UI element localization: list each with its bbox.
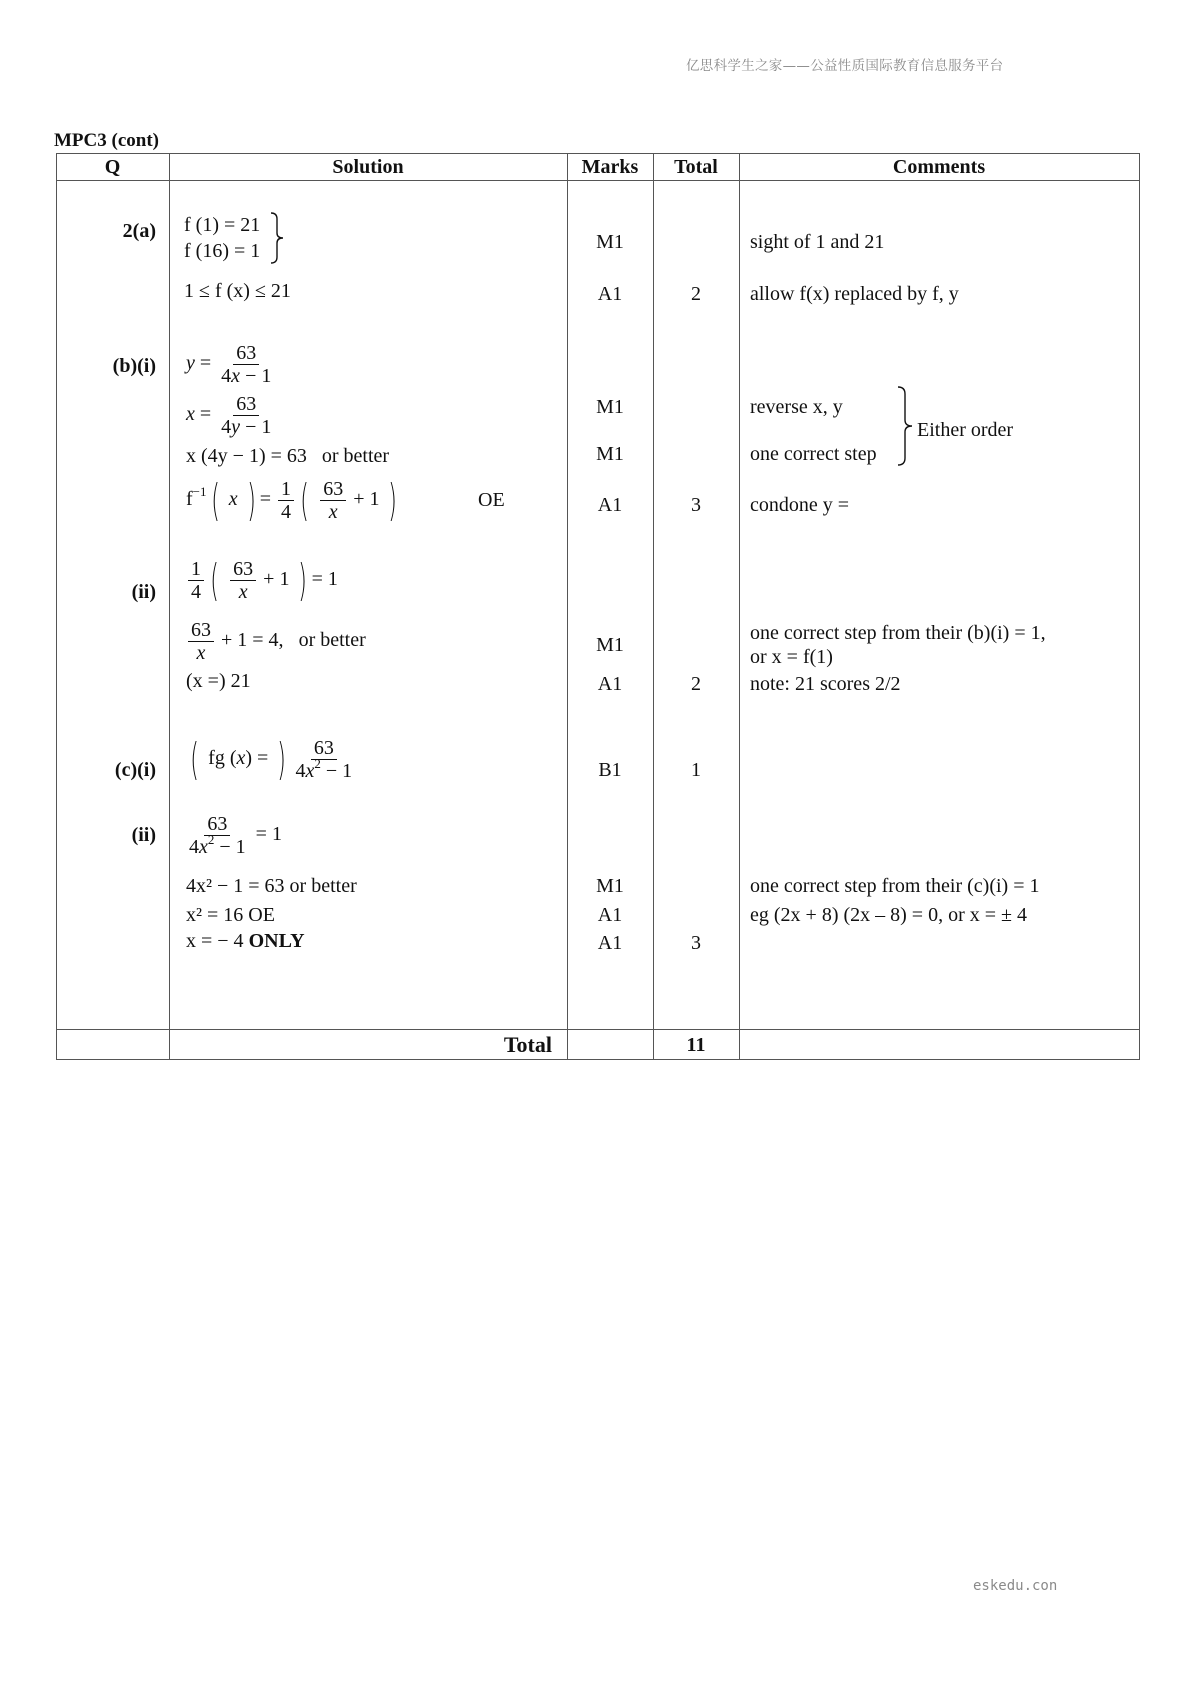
total-2cii: 3: [691, 932, 701, 954]
column-header-total: Total: [674, 156, 718, 178]
table-border-bottom: [56, 1059, 1140, 1060]
question-label-2cii: (ii): [131, 824, 156, 846]
right-brace-icon: [269, 211, 285, 265]
mark-2cii-3: A1: [597, 932, 623, 954]
solution-2bii-line2-note: or better: [298, 629, 366, 652]
col-divider-q: [169, 153, 170, 1060]
solution-2bi-line3: [186, 444, 389, 468]
comment-2a-2: allow f(x) replaced by f, y: [750, 283, 959, 305]
solution-2cii-line3: x² = 16 OE: [186, 904, 275, 926]
comment-2bi-3: condone y =: [750, 494, 850, 516]
col-divider-total: [739, 153, 740, 1060]
solution-2bi-oe: OE: [478, 489, 505, 511]
total-2a: 2: [691, 283, 701, 305]
header-divider: [56, 180, 1140, 181]
question-label-2ci: (c)(i): [114, 759, 156, 781]
header-note: 亿思科学生之家——公益性质国际教育信息服务平台: [686, 58, 1004, 74]
comment-2a-1: sight of 1 and 21: [750, 231, 885, 253]
comment-2bii-1a: one correct step from their (b)(i) = 1,: [750, 622, 1046, 644]
mark-2a-1: M1: [596, 231, 624, 253]
comment-2bii-2: note: 21 scores 2/2: [750, 673, 901, 695]
comment-2bi-2: one correct step: [750, 443, 877, 465]
mark-2bii-1: M1: [596, 634, 624, 656]
total-2bii: 2: [691, 673, 701, 695]
total-2bi: 3: [691, 494, 701, 516]
solution-2cii-line4: [186, 929, 305, 953]
question-label-2bi: (b)(i): [112, 355, 156, 377]
comment-2cii-2: eg (2x + 8) (2x – 8) = 0, or x = ± 4: [750, 904, 1027, 926]
comment-2bi-brace: Either order: [917, 419, 1014, 441]
solution-2bi-line3-eq: x (4y − 1) = 63: [186, 445, 307, 467]
mark-2bi-1: M1: [596, 396, 624, 418]
total-row-divider: [56, 1029, 1140, 1030]
mark-2bi-2: M1: [596, 443, 624, 465]
mark-2cii-2: A1: [597, 904, 623, 926]
footer-note: eskedu.con: [973, 1578, 1058, 1594]
question-label-2bii: (ii): [131, 581, 156, 603]
total-row-value: 11: [686, 1034, 706, 1056]
total-2ci: 1: [691, 759, 701, 781]
mark-2cii-1: M1: [596, 875, 624, 897]
column-header-comments: Comments: [892, 156, 986, 178]
table-border-right: [1139, 153, 1140, 1060]
solution-2cii-line2: 4x² − 1 = 63 or better: [186, 875, 357, 897]
solution-2bi-line3-note: or better: [321, 445, 390, 467]
solution-2bi-line1: y = $\frac{63}{4x - 1}$: [186, 342, 272, 387]
solution-2cii-line4-eq: x = − 4: [186, 930, 244, 952]
solution-2bi-line2: x = $\frac{63}{4y - 1}$: [186, 393, 272, 438]
solution-2bii-line1: $\frac{1}{4}$ ( $\frac{63}{x}$ + 1 ) = 1: [186, 558, 338, 603]
right-brace-icon: [896, 385, 914, 467]
solution-2bii-line2: $\frac{63}{x}$ + 1 = 4, or better: [186, 619, 366, 664]
comment-2cii-1: one correct step from their (c)(i) = 1: [750, 875, 1040, 897]
solution-2a-line3: 1 ≤ f (x) ≤ 21: [184, 280, 291, 302]
column-header-q: Q: [104, 156, 121, 178]
table-border-top: [56, 153, 1140, 154]
question-label-2a: 2(a): [122, 220, 156, 242]
column-header-marks: Marks: [581, 156, 639, 178]
table-border-left: [56, 153, 57, 1060]
solution-2cii-line4-only: ONLY: [248, 930, 305, 952]
solution-2bii-line3: (x =) 21: [186, 670, 251, 692]
total-row-label: Total: [503, 1032, 552, 1057]
solution-2a-line2: f (16) = 1: [184, 240, 261, 262]
mark-2a-2: A1: [597, 283, 623, 305]
solution-2bi-line4: $f^{-1}$( x ) = $\frac{1}{4}$ ( $\frac{63}{x}$ + 1 ): [186, 474, 398, 526]
column-header-solution: Solution: [332, 156, 404, 178]
mark-2ci-1: B1: [598, 759, 622, 781]
mark-2bii-2: A1: [597, 673, 623, 695]
page-title: MPC3 (cont): [54, 130, 159, 151]
comment-2bii-1b: or x = f(1): [750, 646, 833, 668]
solution-2a-line1: f (1) = 21: [184, 214, 261, 236]
solution-2cii-line1: $\frac{63}{4x^2 - 1}$ = 1: [189, 813, 282, 858]
mark-2bi-3: A1: [597, 494, 623, 516]
mark-scheme-table: [56, 153, 1140, 1060]
solution-2ci-line1: ( fg (x) = ) $\frac{63}{4x^2 - 1}$: [190, 733, 353, 785]
comment-2bi-1: reverse x, y: [750, 396, 843, 418]
